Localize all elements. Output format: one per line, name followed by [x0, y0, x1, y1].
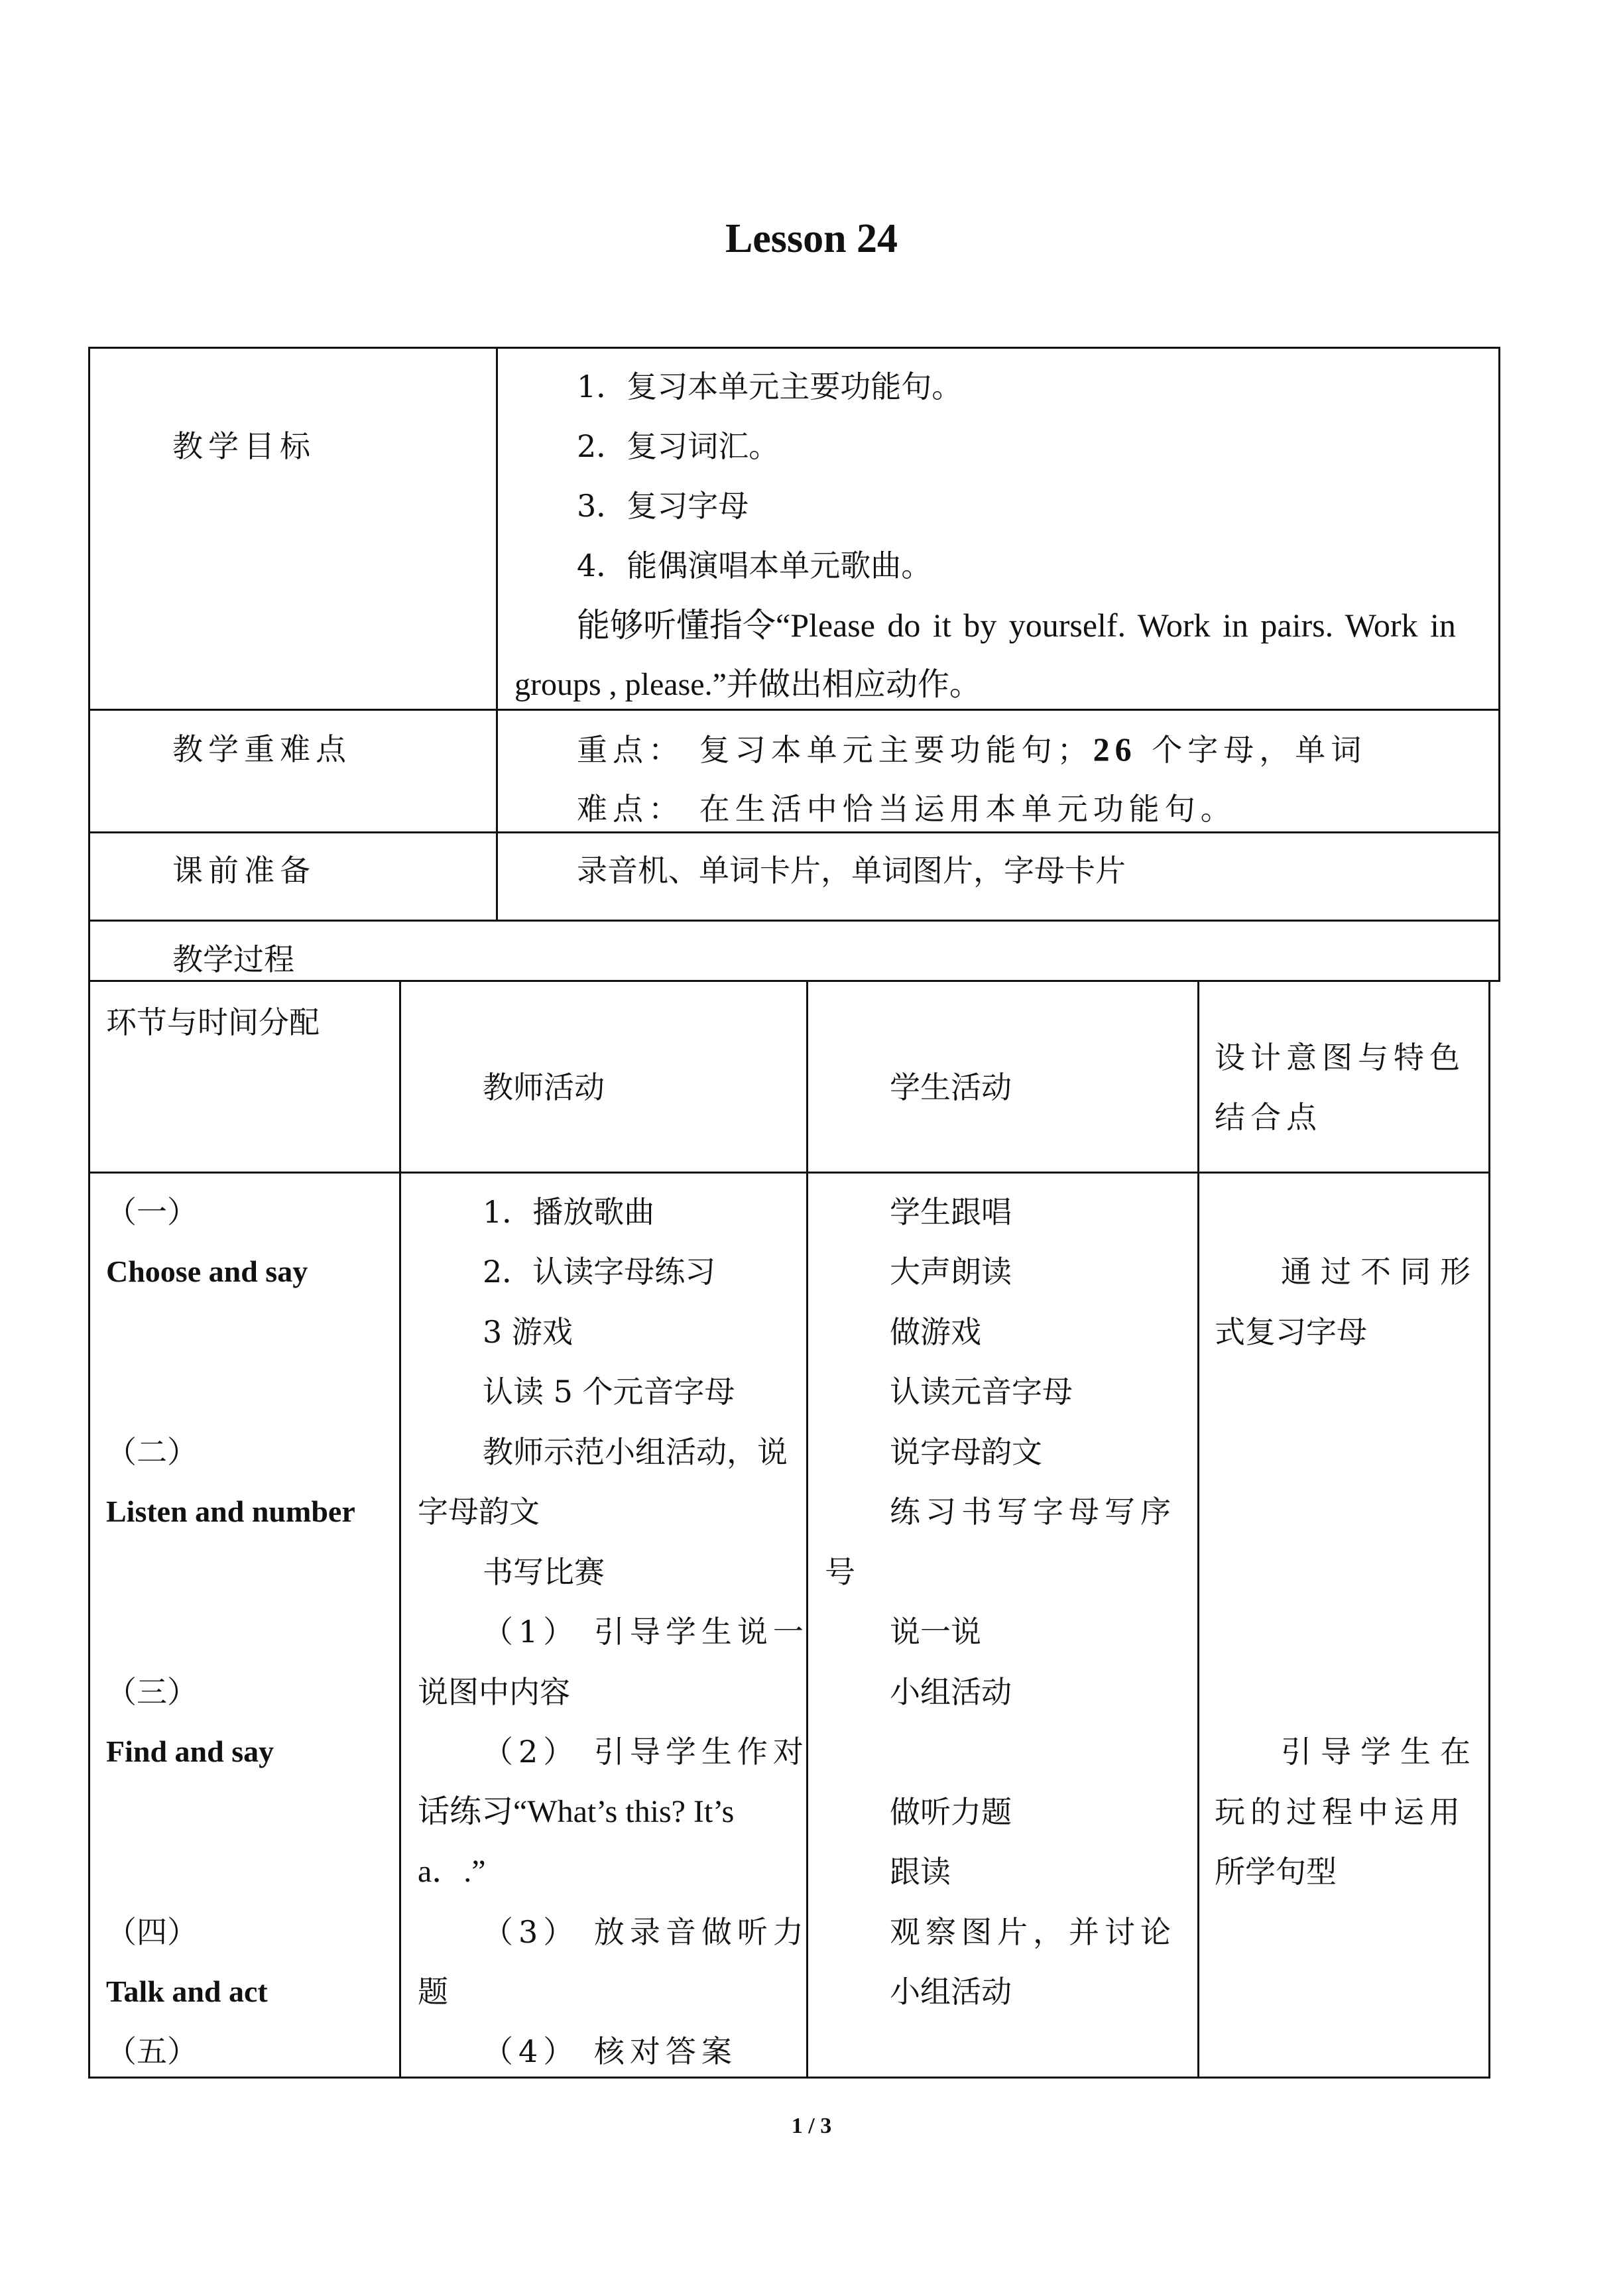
teacher-line: a．.”: [418, 1854, 486, 1889]
header-teacher: 教师活动: [483, 1069, 605, 1105]
teacher-line: 2．认读字母练习: [483, 1254, 716, 1290]
process-label: 教学过程: [172, 941, 294, 977]
objective-item: 1．复习本单元主要功能句。: [577, 369, 963, 404]
page-title: Lesson 24: [725, 216, 898, 261]
student-line: 小组活动: [890, 1974, 1012, 2010]
design-line: 式复习字母: [1215, 1314, 1367, 1350]
stage-name: Listen and number: [106, 1494, 355, 1528]
student-line: 说字母韵文: [890, 1434, 1042, 1470]
stage-number: （五）: [106, 2033, 198, 2069]
teacher-line: 教师示范小组活动，说: [483, 1434, 788, 1470]
objective-item: 4．能偶演唱本单元歌曲。: [577, 548, 932, 583]
stage-name: Find and say: [106, 1734, 274, 1768]
design-line: 所学句型: [1215, 1854, 1337, 1890]
student-line: 大声朗读: [890, 1254, 1012, 1290]
page-number: 1 / 3: [791, 2114, 832, 2138]
student-line: 做听力题: [890, 1794, 1012, 1830]
student-line: 号: [825, 1554, 855, 1590]
teacher-line: 字母韵文: [418, 1494, 540, 1530]
header-stage: 环节与时间分配: [106, 1004, 320, 1040]
teacher-line: （2） 引导学生作对: [483, 1734, 809, 1770]
student-line: 小组活动: [890, 1674, 1012, 1710]
design-line: 玩的过程中运用: [1215, 1794, 1465, 1830]
student-line: 说一说: [890, 1614, 981, 1650]
stage-number: （一）: [106, 1194, 198, 1230]
teacher-line: 话练习“What’s this? It’s: [418, 1794, 735, 1829]
key-point: 重点： 复习本单元主要功能句；26 个字母，单词: [577, 731, 1367, 768]
header-student: 学生活动: [890, 1069, 1012, 1105]
student-line: 练习书写字母写序: [890, 1494, 1176, 1530]
header-design: 设计意图与特色: [1215, 1040, 1465, 1075]
difficult-point: 难点： 在生活中恰当运用本单元功能句。: [577, 791, 1236, 827]
design-line: 通过不同形: [1281, 1254, 1480, 1290]
teacher-line: 认读 5 个元音字母: [483, 1374, 735, 1410]
stage-name: Choose and say: [106, 1254, 308, 1288]
header-design: 结合点: [1215, 1099, 1322, 1135]
key-points-label: 教学重难点: [172, 731, 351, 767]
objective-item: 3．复习字母: [577, 488, 749, 524]
objective-instruction-line2: groups , please.”并做出相应动作。: [514, 667, 981, 702]
student-line: 观察图片，并讨论: [890, 1914, 1176, 1950]
teacher-line: （1） 引导学生说一: [483, 1614, 809, 1650]
objective-instruction-line1: 能够听懂指令“Please do it by yourself. Work in pairs. Work in: [577, 607, 1456, 644]
teacher-line: （4） 核对答案: [483, 2033, 737, 2069]
objectives-label: 教学目标: [172, 428, 316, 464]
teacher-line: 1．播放歌曲: [483, 1194, 655, 1230]
preparation-value: 录音机、单词卡片，单词图片，字母卡片: [577, 853, 1126, 888]
teacher-line: 书写比赛: [483, 1554, 605, 1590]
teacher-line: 说图中内容: [418, 1674, 570, 1710]
student-line: 学生跟唱: [890, 1194, 1012, 1230]
preparation-label: 课前准备: [172, 853, 316, 888]
student-line: 认读元音字母: [890, 1374, 1073, 1410]
stage-number: （三）: [106, 1674, 198, 1710]
teacher-line: 题: [418, 1974, 448, 2010]
student-line: 做游戏: [890, 1314, 981, 1350]
stage-number: （二）: [106, 1434, 198, 1470]
teacher-line: （3） 放录音做听力: [483, 1914, 809, 1950]
stage-name: Talk and act: [106, 1974, 268, 2008]
stage-number: （四）: [106, 1914, 198, 1950]
design-line: 引导学生在: [1281, 1734, 1480, 1770]
teacher-line: 3 游戏: [483, 1314, 573, 1350]
objective-item: 2．复习词汇。: [577, 428, 780, 464]
student-line: 跟读: [890, 1854, 951, 1890]
